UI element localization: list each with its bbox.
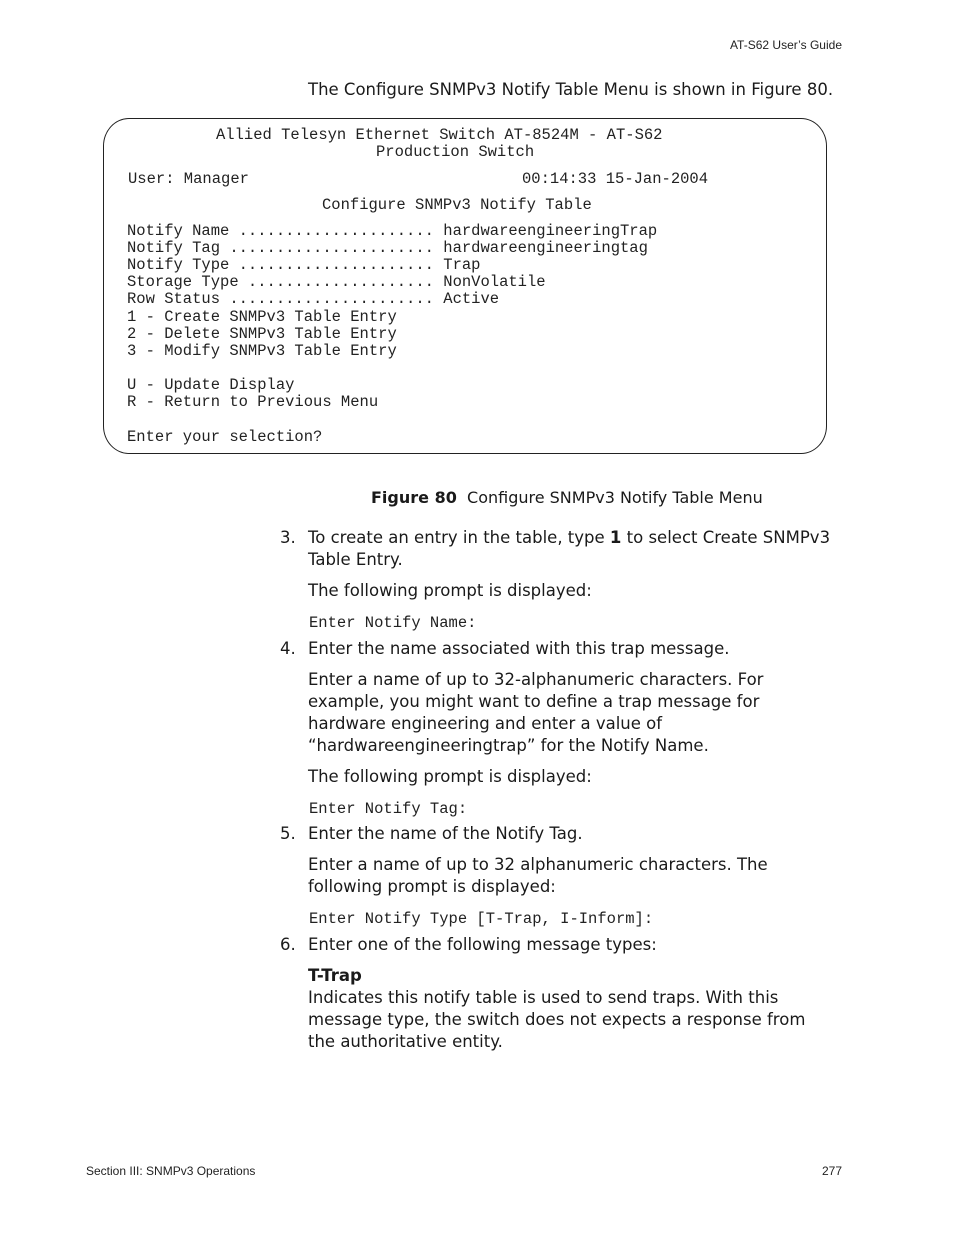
term-definition: Indicates this notify table is used to send traps. With this message type, the switch does not expects a response from the authoritative entity. xyxy=(308,988,806,1051)
cli-prompt: Enter Notify Tag: xyxy=(309,800,468,818)
field-value: NonVolatile xyxy=(443,273,546,291)
field-label: Storage Type .................... xyxy=(127,273,444,291)
step-detail: Enter a name of up to 32 alphanumeric characters. The following prompt is displayed: xyxy=(308,855,768,896)
menu-option-modify[interactable]: 3 - Modify SNMPv3 Table Entry xyxy=(127,342,397,360)
step-text: Enter the name of the Notify Tag. xyxy=(308,824,583,843)
terminal-field-row xyxy=(127,223,657,240)
step-number: 3. xyxy=(280,528,296,547)
terminal-field-row xyxy=(127,257,480,274)
terminal-title-line1: Allied Telesyn Ethernet Switch AT-8524M - AT-S62 xyxy=(216,126,663,144)
cli-prompt: Enter Notify Type [T-Trap, I-Inform]: xyxy=(309,910,654,928)
terminal-user: User: Manager xyxy=(128,170,249,188)
key-emphasis: 1 xyxy=(609,528,622,547)
step-number: 5. xyxy=(280,824,296,843)
terminal-field-row xyxy=(127,240,648,257)
terminal-field-row xyxy=(127,274,546,291)
terminal-selection-prompt: Enter your selection? xyxy=(127,428,323,446)
step-text: Enter the name associated with this trap message. xyxy=(308,639,730,658)
field-label: Notify Type ..................... xyxy=(127,256,444,274)
page-number: 277 xyxy=(821,1164,842,1178)
step-number: 6. xyxy=(280,935,296,954)
terminal-menu-title: Configure SNMPv3 Notify Table xyxy=(322,196,592,214)
terminal-field-row xyxy=(127,291,499,308)
field-value: hardwareengineeringTrap xyxy=(443,222,658,240)
terminal-title-line2: Production Switch xyxy=(376,143,535,161)
footer-section: Section III: SNMPv3 Operations xyxy=(86,1164,256,1178)
figure-caption xyxy=(371,488,763,507)
follow-text: The following prompt is displayed: xyxy=(308,581,592,600)
field-label: Row Status ...................... xyxy=(127,290,444,308)
menu-option-create[interactable]: 1 - Create SNMPv3 Table Entry xyxy=(127,308,397,326)
menu-option-update[interactable]: U - Update Display xyxy=(127,376,295,394)
step-detail: Enter a name of up to 32-alphanumeric characters. For example, you might want to define a trap message for hardware engineering and enter a value of “hardwareengineeringtrap” for the Notify Name. xyxy=(308,670,764,755)
running-header: AT-S62 User’s Guide xyxy=(729,38,842,52)
field-label: Notify Tag ...................... xyxy=(127,239,444,257)
follow-text: The following prompt is displayed: xyxy=(308,767,592,786)
figure-label: Figure 80 xyxy=(371,488,457,507)
cli-prompt: Enter Notify Name: xyxy=(309,614,477,632)
step-text: Enter one of the following message types: xyxy=(308,935,657,954)
menu-option-delete[interactable]: 2 - Delete SNMPv3 Table Entry xyxy=(127,325,397,343)
field-label: Notify Name ..................... xyxy=(127,222,444,240)
terminal-timestamp: 00:14:33 15-Jan-2004 xyxy=(522,170,709,188)
field-value: hardwareengineeringtag xyxy=(443,239,648,257)
field-value: Trap xyxy=(443,256,481,274)
figure-caption-text: Configure SNMPv3 Notify Table Menu xyxy=(467,488,763,507)
intro-paragraph: The Configure SNMPv3 Notify Table Menu is shown in Figure 80. xyxy=(308,80,834,99)
step-number: 4. xyxy=(280,639,296,658)
menu-option-return[interactable]: R - Return to Previous Menu xyxy=(127,393,379,411)
field-value: Active xyxy=(443,290,500,308)
step-text: To create an entry in the table, type 1 to select Create SNMPv3 Table Entry. xyxy=(308,528,831,569)
term-heading: T-Trap xyxy=(308,966,362,985)
